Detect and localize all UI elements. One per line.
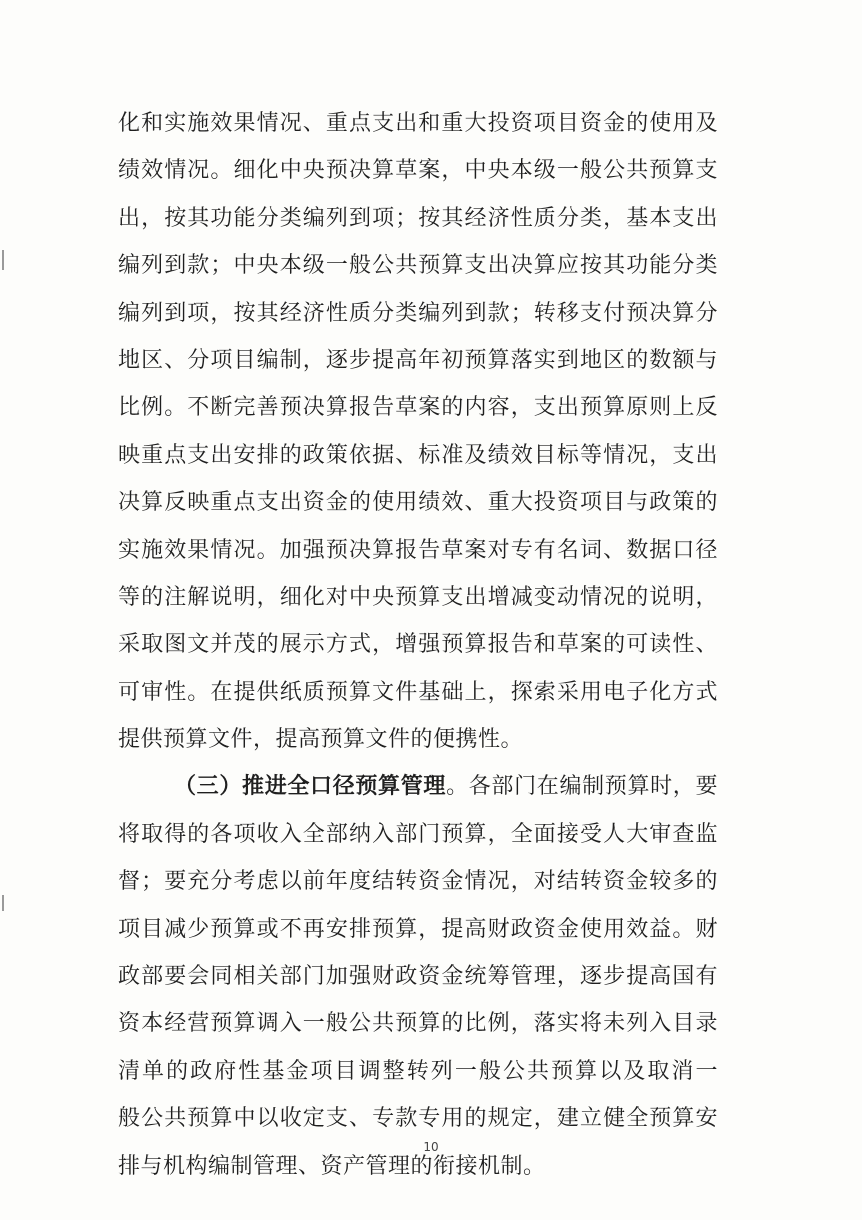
text-line: 资本经营预算调入一般公共预算的比例，落实将未列入目录 <box>118 1011 718 1037</box>
text-line: 实施效果情况。加强预决算报告草案对专有名词、数据口径 <box>118 537 718 563</box>
text-line: 可审性。在提供纸质预算文件基础上，探索采用电子化方式 <box>118 679 718 705</box>
text-line: 采取图文并茂的展示方式，增强预算报告和草案的可读性、 <box>118 632 718 658</box>
text-line: 化和实施效果情况、重点支出和重大投资项目资金的使用及 <box>118 111 718 136</box>
scan-edge-mark <box>2 895 4 911</box>
paragraph-section-3 <box>118 763 718 1190</box>
text-line: 地区、分项目编制，逐步提高年初预算落实到地区的数额与 <box>118 347 718 373</box>
section-3-first-line <box>118 763 718 810</box>
text-line: 清单的政府性基金项目调整转列一般公共预算以及取消一 <box>118 1058 718 1084</box>
text-line: 绩效情况。细化中央预决算草案，中央本级一般公共预算支 <box>118 158 718 184</box>
text-line: 等的注解说明，细化对中央预算支出增减变动情况的说明， <box>118 584 718 610</box>
text-line: 督；要充分考虑以前年度结转资金情况，对结转资金较多的 <box>118 869 718 895</box>
text-line: 提供预算文件，提高预算文件的便携性。 <box>118 727 524 753</box>
section-3-first-line-text: 。各部门在编制预算时，要 <box>446 774 718 800</box>
text-line: 出，按其功能分类编列到项；按其经济性质分类，基本支出 <box>118 205 718 231</box>
scan-edge-mark <box>2 250 4 270</box>
text-line: 编列到项，按其经济性质分类编列到款；转移支付预决算分 <box>118 300 718 326</box>
text-line: 决算反映重点支出资金的使用绩效、重大投资项目与政策的 <box>118 490 718 516</box>
section-heading: （三）推进全口径预算管理 <box>174 773 447 800</box>
text-line: 排与机构编制管理、资产管理的衔接机制。 <box>118 1153 546 1179</box>
text-body <box>118 100 718 1190</box>
text-line: 般公共预算中以收定支、专款专用的规定，建立健全预算安 <box>118 1106 718 1132</box>
text-line: 政部要会同相关部门加强财政资金统筹管理，逐步提高国有 <box>118 964 718 990</box>
text-line: 编列到款；中央本级一般公共预算支出决算应按其功能分类 <box>118 253 718 279</box>
text-line: 项目减少预算或不再安排预算，提高财政资金使用效益。财 <box>118 916 718 942</box>
paragraph-1 <box>118 100 718 763</box>
text-line: 比例。不断完善预决算报告草案的内容，支出预算原则上反 <box>118 395 718 421</box>
page-number: 10 <box>423 1140 439 1154</box>
text-line: 映重点支出安排的政策依据、标准及绩效目标等情况，支出 <box>118 442 718 468</box>
text-line: 将取得的各项收入全部纳入部门预算，全面接受人大审查监 <box>118 821 718 847</box>
